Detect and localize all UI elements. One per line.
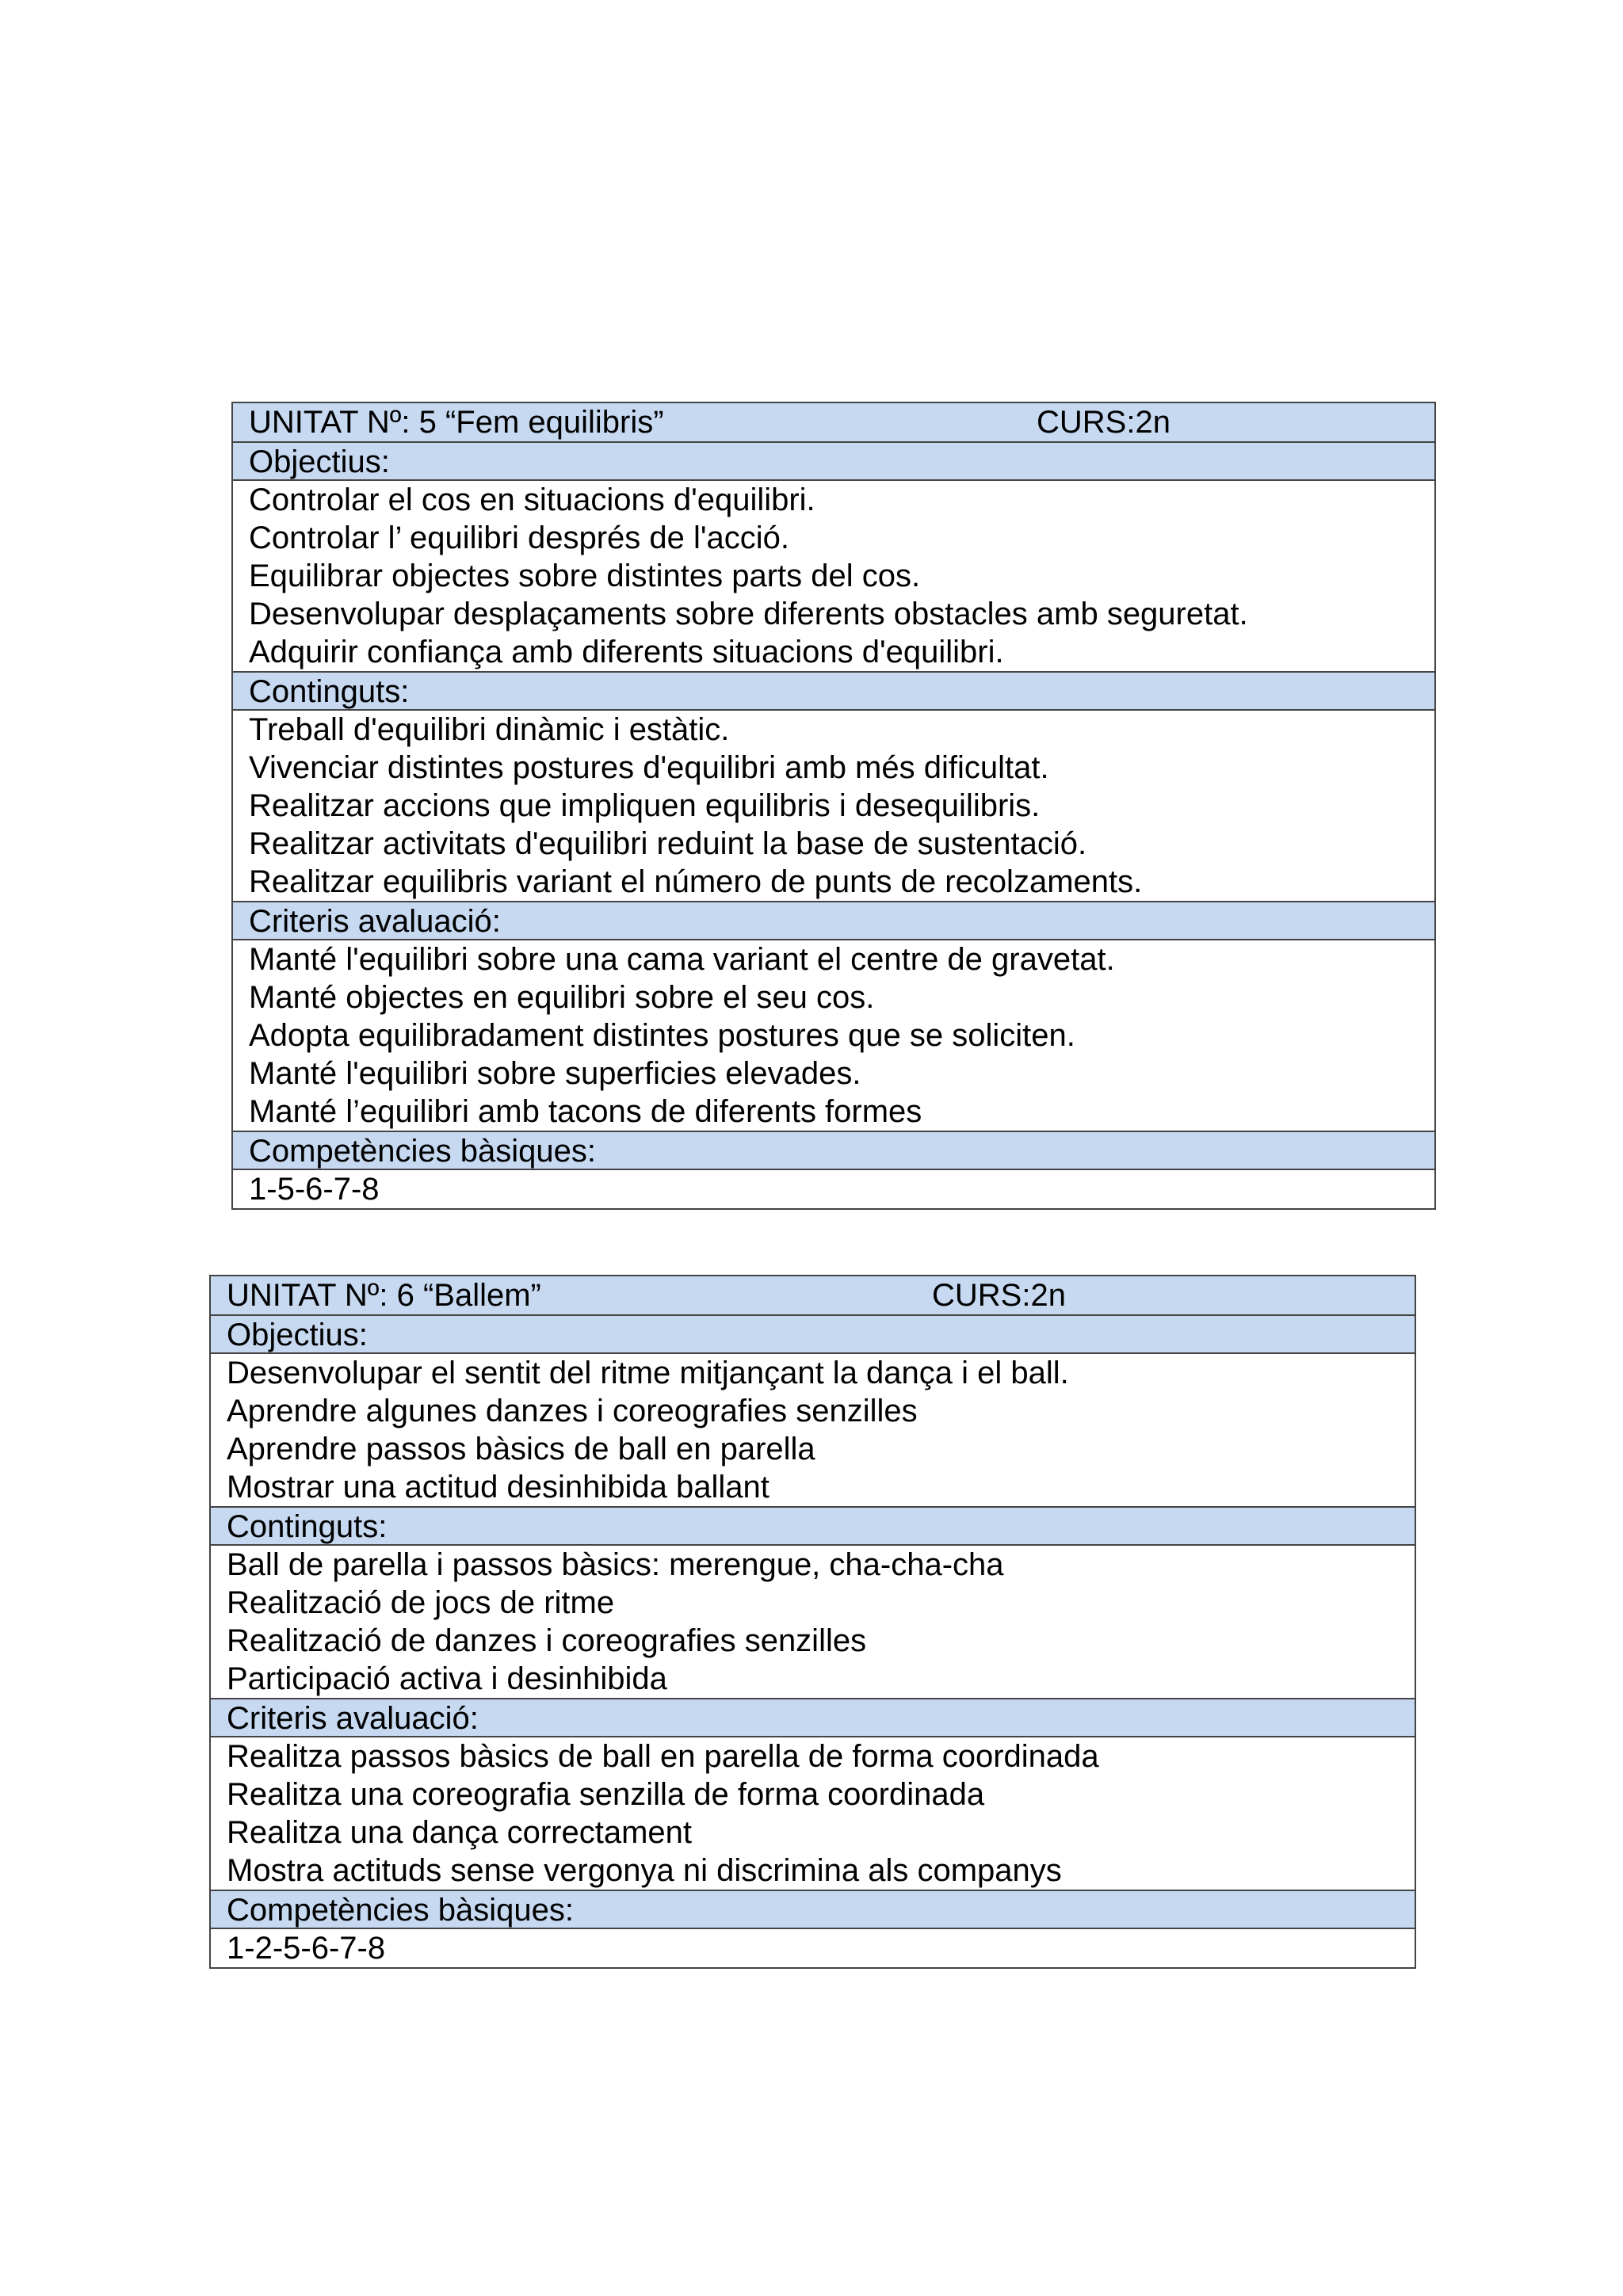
unit-title: UNITAT Nº: 5 “Fem equilibris” [249, 405, 664, 440]
objective-item: Desenvolupar el sentit del ritme mitjançant la dança i el ball. [227, 1356, 1069, 1390]
objective-item: Aprendre passos bàsics de ball en parella [227, 1432, 815, 1466]
unit-6-table [209, 1275, 1416, 1969]
objective-item: Mostrar una actitud desinhibida ballant [227, 1470, 769, 1505]
criteria-item: Manté objectes en equilibri sobre el seu cos. [249, 980, 875, 1015]
objectives-heading: Objectius: [233, 441, 1434, 479]
competences-heading: Competències bàsiques: [233, 1131, 1434, 1169]
objectives-heading: Objectius: [211, 1314, 1415, 1352]
content-item: Ball de parella i passos bàsics: merengue, cha-cha-cha [227, 1547, 1004, 1582]
objective-item: Adquirir confiança amb diferents situacions d'equilibri. [249, 635, 1004, 669]
criteria-item: Realitza una coreografia senzilla de forma coordinada [227, 1777, 985, 1812]
content-item: Realitzar activitats d'equilibri reduint la base de sustentació. [249, 826, 1087, 861]
criteria-item: Realitza passos bàsics de ball en parella de forma coordinada [227, 1739, 1099, 1774]
criteria-list [233, 939, 1434, 1131]
contents-heading: Continguts: [211, 1506, 1415, 1544]
objectives-list [233, 479, 1434, 671]
content-item: Realització de danzes i coreografies senzilles [227, 1623, 867, 1658]
unit-header-row [233, 403, 1434, 441]
objectives-list [211, 1352, 1415, 1506]
criteria-item: Manté l'equilibri sobre una cama variant el centre de gravetat. [249, 942, 1115, 977]
course-label: CURS:2n [1037, 405, 1170, 440]
objective-item: Desenvolupar desplaçaments sobre diferents obstacles amb seguretat. [249, 597, 1248, 631]
criteria-list [211, 1736, 1415, 1890]
competences-list: 1-5-6-7-8 [249, 1172, 380, 1207]
competences-list: 1-2-5-6-7-8 [227, 1931, 386, 1966]
criteria-item: Manté l’equilibri amb tacons de diferents formes [249, 1094, 922, 1129]
objective-item: Controlar el cos en situacions d'equilibri. [249, 482, 815, 517]
criteria-item: Realitza una dança correctament [227, 1815, 692, 1850]
criteria-item: Manté l'equilibri sobre superficies elevades. [249, 1056, 861, 1091]
criteria-heading: Criteris avaluació: [211, 1698, 1415, 1736]
objective-item: Controlar l’ equilibri després de l'acció. [249, 521, 790, 555]
competences-heading: Competències bàsiques: [211, 1890, 1415, 1928]
contents-list [233, 709, 1434, 901]
criteria-item: Mostra actituds sense vergonya ni discrimina als companys [227, 1853, 1062, 1888]
unit-title: UNITAT Nº: 6 “Ballem” [227, 1278, 541, 1313]
content-item: Realitzar equilibris variant el número de punts de recolzaments. [249, 864, 1143, 899]
content-item: Treball d'equilibri dinàmic i estàtic. [249, 712, 730, 747]
contents-list [211, 1544, 1415, 1698]
criteria-heading: Criteris avaluació: [233, 901, 1434, 939]
objective-item: Aprendre algunes danzes i coreografies senzilles [227, 1394, 918, 1428]
course-label: CURS:2n [932, 1278, 1066, 1313]
unit-5-table [231, 402, 1436, 1210]
contents-heading: Continguts: [233, 671, 1434, 709]
content-item: Vivenciar distintes postures d'equilibri amb més dificultat. [249, 750, 1049, 785]
objective-item: Equilibrar objectes sobre distintes parts del cos. [249, 559, 921, 593]
content-item: Realització de jocs de ritme [227, 1585, 615, 1620]
content-item: Participació activa i desinhibida [227, 1661, 667, 1696]
criteria-item: Adopta equilibradament distintes postures que se soliciten. [249, 1018, 1075, 1053]
competences-value [233, 1169, 1434, 1208]
unit-header-row [211, 1276, 1415, 1314]
competences-value [211, 1928, 1415, 1967]
content-item: Realitzar accions que impliquen equilibris i desequilibris. [249, 788, 1041, 823]
